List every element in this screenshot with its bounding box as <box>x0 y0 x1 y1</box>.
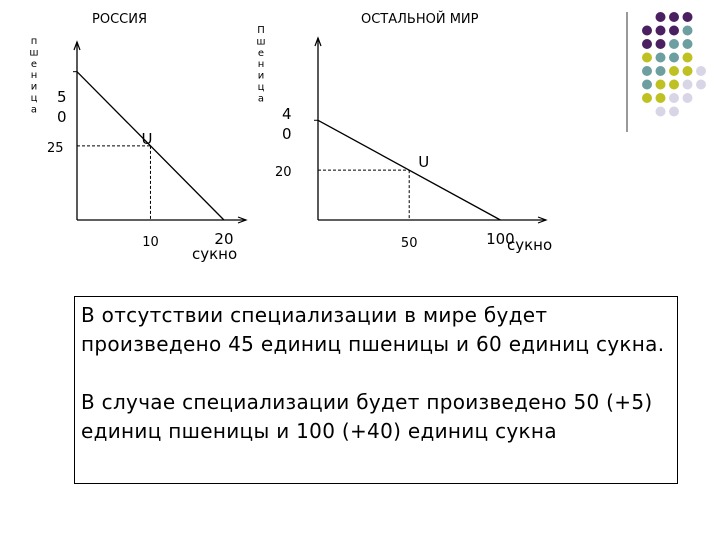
decor-dot <box>683 12 693 22</box>
x-axis-name: сукно <box>192 245 238 263</box>
decor-dot <box>696 66 706 76</box>
x-intercept-label: 100 <box>486 230 515 248</box>
y-intercept-label: 4 <box>282 105 292 123</box>
y-axis-label-letter: н <box>257 59 265 71</box>
decor-dot <box>669 107 679 117</box>
decor-dot <box>642 26 652 36</box>
decor-dot <box>683 66 693 76</box>
y-intercept-label: 0 <box>57 108 67 126</box>
point-y-label: 25 <box>47 140 64 156</box>
decor-dot <box>656 93 666 103</box>
decor-dot <box>683 93 693 103</box>
y-axis-label-letter: а <box>30 104 38 116</box>
decor-dot <box>656 53 666 63</box>
y-axis-label-letter: ш <box>29 47 39 59</box>
decor-dot <box>642 80 652 90</box>
point-x-label: 10 <box>142 235 159 250</box>
y-axis-label-letter: п <box>30 36 38 47</box>
y-axis-label-letter: ц <box>30 93 38 104</box>
decor-dot <box>656 80 666 90</box>
decor-dot <box>656 39 666 49</box>
y-intercept-label: 0 <box>282 125 292 143</box>
decor-dot <box>656 107 666 117</box>
y-intercept-label: 5 <box>57 88 67 106</box>
decor-dot <box>683 80 693 90</box>
summary-textbox <box>74 296 678 484</box>
decor-dot <box>669 39 679 49</box>
decor-dot <box>669 26 679 36</box>
decor-dot <box>642 93 652 103</box>
decor-dot <box>669 93 679 103</box>
y-axis-label-letter: н <box>30 70 38 82</box>
point-label: U <box>418 153 430 172</box>
y-axis-label-letter: е <box>257 47 265 59</box>
y-axis-label-letter: е <box>30 58 38 70</box>
summary-paragraph-1: В отсутствии специализации в мире будет произведено 45 единиц пшеницы и 60 единиц сукна. <box>81 303 665 356</box>
decor-dot <box>656 66 666 76</box>
y-axis-label-letter: и <box>257 70 265 82</box>
chart-title: РОССИЯ <box>92 12 147 27</box>
decor-dot <box>669 66 679 76</box>
decor-dot <box>683 39 693 49</box>
summary-paragraph-2: В случае специализации будет произведено 50 (+5) единиц пшеницы и 100 (+40) единиц сукна <box>81 390 653 443</box>
decor-dot <box>683 26 693 36</box>
decor-dot <box>642 53 652 63</box>
decor-dot <box>642 39 652 49</box>
x-axis-name: сукно <box>507 236 553 254</box>
decor-dot <box>656 26 666 36</box>
y-axis-label-letter: ц <box>257 82 265 93</box>
decor-dot <box>642 66 652 76</box>
decor-dot <box>683 53 693 63</box>
y-axis-label-letter: и <box>30 81 38 93</box>
chart-title: ОСТАЛЬНОЙ МИР <box>361 12 479 27</box>
point-y-label: 20 <box>275 165 292 181</box>
point-label: U <box>141 129 153 148</box>
decor-dot <box>669 80 679 90</box>
y-axis-label-letter: ш <box>256 36 266 48</box>
x-intercept-label: 20 <box>214 230 234 248</box>
decor-dot <box>669 53 679 63</box>
decor-dot <box>696 80 706 90</box>
point-x-label: 50 <box>400 236 418 251</box>
decor-dot <box>656 12 666 22</box>
y-axis-label-letter: П <box>257 25 265 36</box>
decor-dot <box>669 12 679 22</box>
y-axis-label-letter: а <box>257 93 265 105</box>
